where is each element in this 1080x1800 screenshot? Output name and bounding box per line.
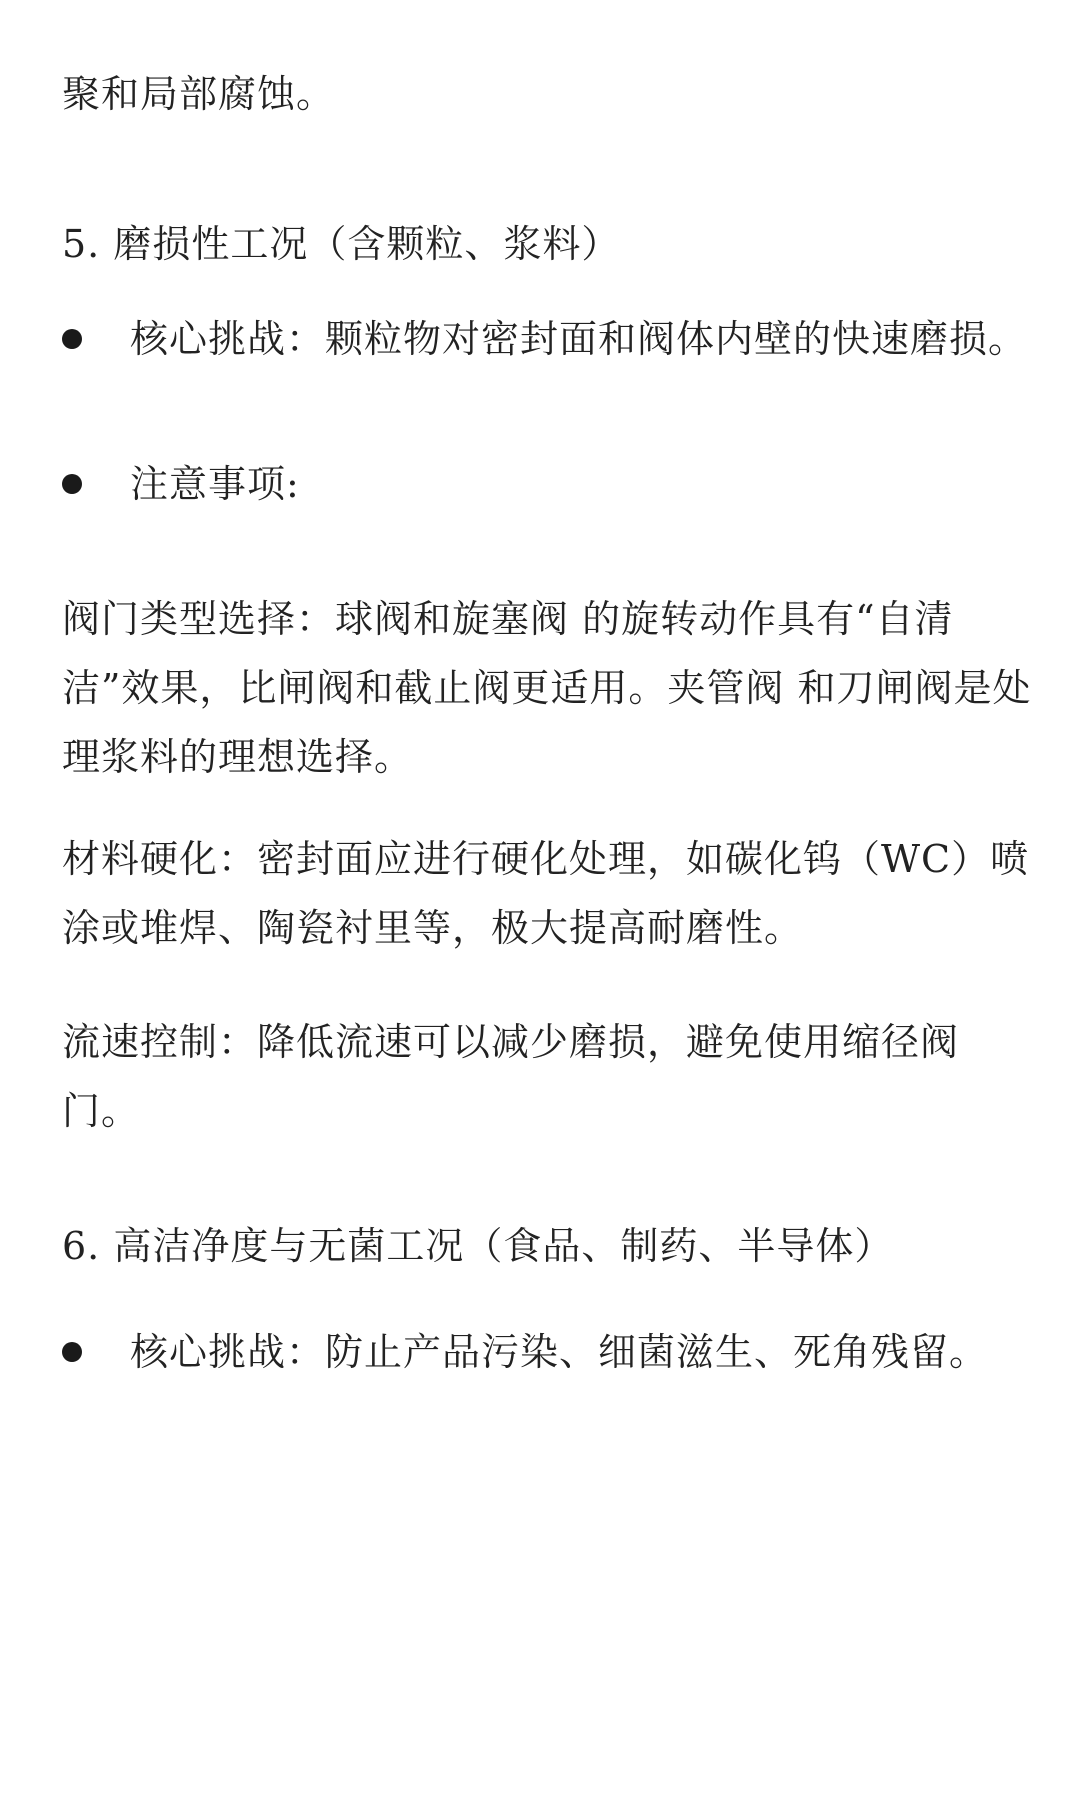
list-item (62, 1318, 1032, 1458)
bullet-text-core-challenge-sterile: 核心挑战：防止产品污染、细菌滋生、死角残留。 (130, 1330, 989, 1374)
paragraph-flow-control: 流速控制：降低流速可以减少磨损，避免使用缩径阀门。 (62, 1020, 960, 1133)
paragraph-material-hardening: 材料硬化：密封面应进行硬化处理，如碳化钨（WC）喷涂或堆焊、陶瓷衬里等，极大提高耐磨性。 (62, 837, 1030, 950)
paragraph-valve-type-selection: 阀门类型选择：球阀和旋塞阀 的旋转动作具有“自清洁”效果，比闸阀和截止阀更适用。夹管阀 和刀闸阀是处理浆料的理想选择。 (62, 597, 1032, 779)
paragraph-corrosion-tail: 聚和局部腐蚀。 (62, 72, 336, 116)
section-heading-abrasive: 5. 磨损性工况（含颗粒、浆料） (62, 222, 621, 266)
bullet-icon (62, 329, 82, 349)
bullet-icon (62, 474, 82, 494)
bullet-text-core-challenge: 核心挑战：颗粒物对密封面和阀体内壁的快速磨损。 (130, 317, 1028, 361)
list-item (62, 450, 1032, 519)
list-item (62, 305, 1032, 445)
section-heading-sterile: 6. 高洁净度与无菌工况（食品、制药、半导体） (62, 1224, 894, 1268)
bullet-icon (62, 1342, 82, 1362)
bullet-text-notes: 注意事项: (130, 462, 300, 506)
